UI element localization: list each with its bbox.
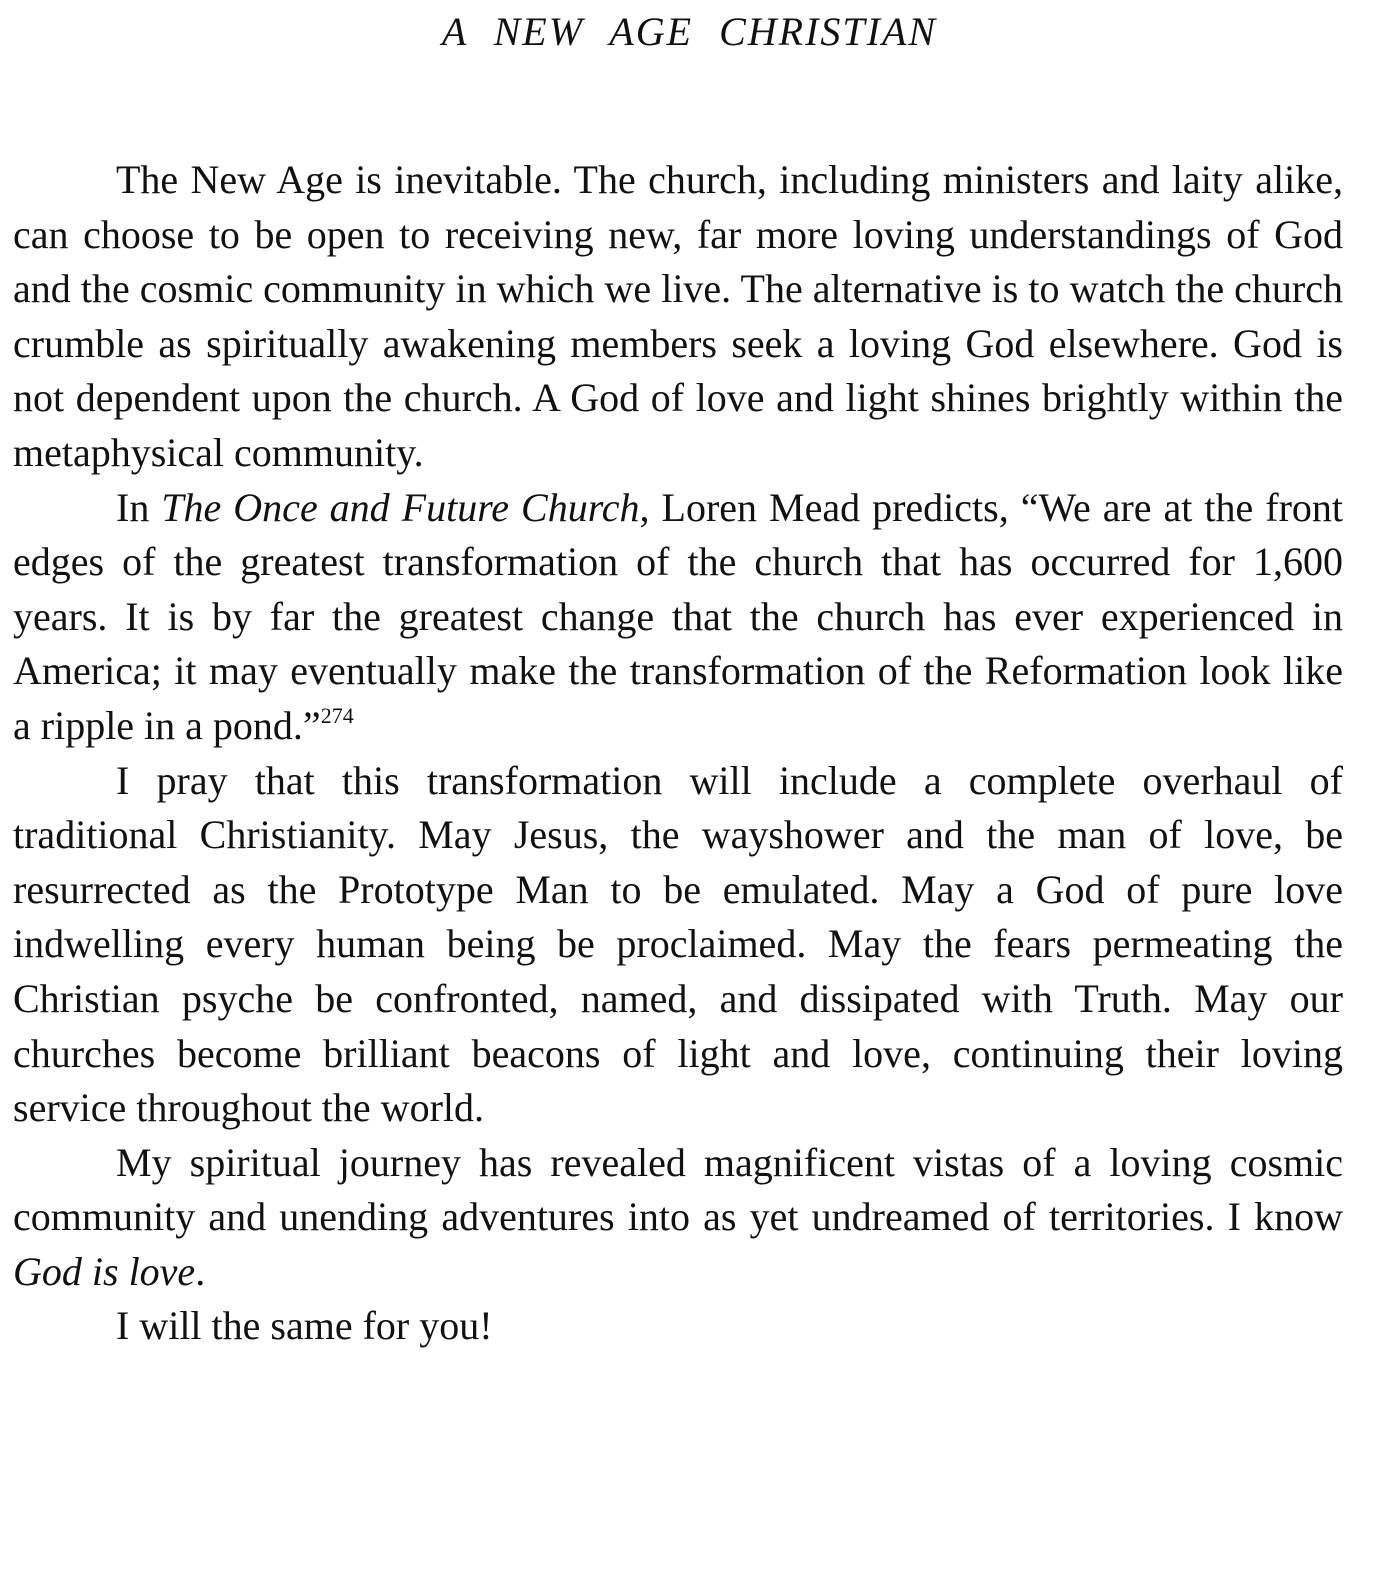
paragraph-2 <box>13 481 1343 754</box>
emphasis-god-is-love: God is love <box>13 1248 196 1294</box>
paragraph-4-end: . <box>195 1248 206 1294</box>
paragraph-3: I pray that this transformation will include a complete overhaul of traditional Christianity. May Jesus, the wayshower and the man of love, be resurrected as the Prototype Man to be emulated. May a God of pure love indwelling every human being be proclaimed. May the fears permeating the Christian psyche be confronted, named, and dissipated with Truth. May our churches become brilliant beacons of light and love, continuing their loving service throughout the world. <box>13 757 1343 1131</box>
paragraph-5: I will the same for you! <box>116 1303 493 1349</box>
book-title: The Once and Future Church <box>161 484 640 530</box>
paragraph-4-text: My spiritual journey has revealed magnificent vistas of a loving cosmic community and unending adventures into as yet undreamed of territories. I know <box>13 1139 1343 1240</box>
paragraph-1: The New Age is inevitable. The church, including ministers and laity alike, can choose to be open to receiving new, far more loving understandings of God and the cosmic community in which we live. The alternative is to watch the church crumble as spiritually awakening members seek a loving God elsewhere. God is not dependent upon the church. A God of love and light shines brightly within the metaphysical community. <box>13 157 1343 475</box>
paragraph-2-quote: , Loren Mead predicts, “We are at the front edges of the greatest transformation of the church that has occurred for 1,600 years. It is by far the greatest change that the church has ever experienced in America; it may eventually make the transformation of the Reformation look like a ripple in a pond.” <box>13 484 1343 748</box>
footnote-marker: 274 <box>320 702 354 728</box>
paragraph-4 <box>13 1136 1343 1300</box>
paragraph-2-lead: In <box>116 484 162 530</box>
running-head: A NEW AGE CHRISTIAN <box>441 9 938 54</box>
body-text <box>13 153 1343 1354</box>
